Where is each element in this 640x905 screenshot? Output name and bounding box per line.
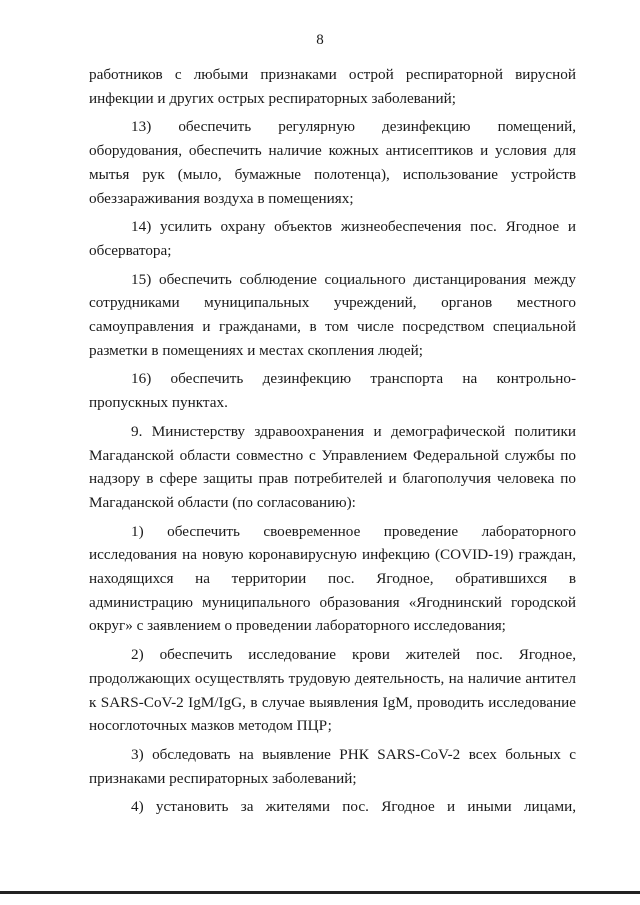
paragraph-item-14: 14) усилить охрану объектов жизнеобеспечения пос. Ягодное и обсерватора; <box>89 218 576 259</box>
paragraph-section-9: 9. Министерству здравоохранения и демографической политики Магаданской области совместно с Управлением Федеральной службы по надзору в сфере защиты прав потребителей и благополучия человека по Магаданской области (по согласованию): <box>89 422 576 511</box>
paragraph-subitem-1: 1) обеспечить своевременное проведение лабораторного исследования на новую коронавирусную инфекцию (COVID-19) граждан, находящихся на территории пос. Ягодное, обратившихся в администрацию муниципального образования «Ягоднинский городской округ» с заявлением о проведении лабораторного исследования; <box>89 522 576 635</box>
paragraph-item-15: 15) обеспечить соблюдение социального дистанцирования между сотрудниками муниципальных учреждений, органов местного самоуправления и гражданами, в том числе посредством специальной разметки в помещениях и местах скопления людей; <box>89 270 576 359</box>
paragraph-item-16: 16) обеспечить дезинфекцию транспорта на контрольно-пропускных пунктах. <box>89 370 576 412</box>
paragraph-continuation: работников с любыми признаками острой респираторной вирусной инфекции и других острых респираторных заболеваний; <box>89 66 576 107</box>
page-bottom-edge <box>0 891 640 894</box>
paragraph-subitem-2: 2) обеспечить исследование крови жителей пос. Ягодное, продолжающих осуществлять трудовую деятельность, на наличие антител к SARS-CoV-2 IgM/IgG, в случае выявления IgM, проводить исследование носоглоточных мазков методом ПЦР; <box>89 646 576 735</box>
paragraph-item-13: 13) обеспечить регулярную дезинфекцию помещений, оборудования, обеспечить наличие кожных антисептиков и условия для мытья рук (мыло, бумажные полотенца), использование устройств обеззараживания воздуха в помещениях; <box>89 118 576 207</box>
paragraph-subitem-3: 3) обследовать на выявление РНК SARS-CoV-2 всех больных с признаками респираторных заболеваний; <box>89 745 576 787</box>
document-body <box>89 63 576 819</box>
page-number: 8 <box>316 32 324 48</box>
paragraph-subitem-4: 4) установить за жителями пос. Ягодное и иными лицами, <box>131 798 576 816</box>
